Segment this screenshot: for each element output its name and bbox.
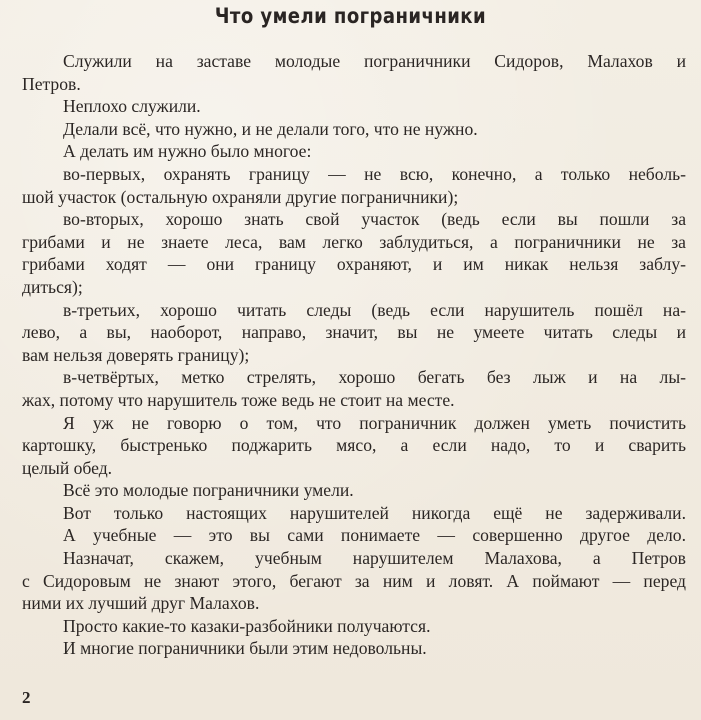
text-line: с Сидоровым не знают этого, бегают за ним и ловят. А поймают — перед bbox=[22, 570, 686, 591]
text-line: Петров. bbox=[22, 73, 81, 94]
text-line: жах, потому что нарушитель тоже ведь не стоит на месте. bbox=[22, 389, 455, 410]
text-line: во-вторых, хорошо знать свой участок (ведь если вы пошли за bbox=[63, 209, 686, 230]
text-line: А делать им нужно было многое: bbox=[63, 141, 312, 162]
text-line: картошку, быстренько поджарить мясо, а если надо, то и сварить bbox=[22, 435, 686, 456]
text-line: в-четвёртых, метко стрелять, хорошо бегать без лыж и на лы- bbox=[63, 367, 686, 388]
text-line: вам нельзя доверять границу); bbox=[22, 344, 250, 365]
text-line: шой участок (остальную охраняли другие пограничники); bbox=[22, 186, 459, 207]
text-line: Служили на заставе молодые пограничники Сидоров, Малахов и bbox=[63, 51, 686, 71]
text-line: в-третьих, хорошо читать следы (ведь если нарушитель пошёл на- bbox=[63, 299, 686, 320]
text-line: грибами ходят — они границу охраняют, и им никак нельзя заблу- bbox=[22, 254, 686, 275]
text-line: Делали всё, что нужно, и не делали того, что не нужно. bbox=[63, 118, 478, 139]
text-line: Вот только настоящих нарушителей никогда ещё не задерживали. bbox=[63, 502, 686, 523]
text-line: Назначат, скажем, учебным нарушителем Малахова, а Петров bbox=[63, 548, 686, 569]
text-line: целый обед. bbox=[22, 457, 113, 478]
text-line: диться); bbox=[22, 276, 83, 297]
text-line: И многие пограничники были этим недовольны. bbox=[63, 638, 427, 659]
text-line: Я уж не говорю о том, что пограничник должен уметь почистить bbox=[63, 412, 686, 433]
text-line: грибами и не знаете леса, вам легко заблудиться, а пограничники не за bbox=[22, 231, 686, 252]
page-number: 2 bbox=[22, 688, 31, 707]
text-line: лево, а вы, наоборот, направо, значит, вы не умеете читать следы и bbox=[22, 322, 686, 343]
text-line: Всё это молодые пограничники умели. bbox=[63, 480, 354, 501]
story-text bbox=[22, 50, 686, 660]
text-line: Неплохо служили. bbox=[63, 96, 201, 117]
page-title: Что умели пограничники bbox=[214, 4, 487, 28]
text-line: во-первых, охранять границу — не всю, конечно, а только неболь- bbox=[63, 163, 686, 184]
text-line: А учебные — это вы сами понимаете — совершенно другое дело. bbox=[63, 525, 686, 546]
text-line: Просто какие-то казаки-разбойники получаются. bbox=[63, 615, 431, 636]
text-line: ними их лучший друг Малахов. bbox=[22, 593, 260, 614]
